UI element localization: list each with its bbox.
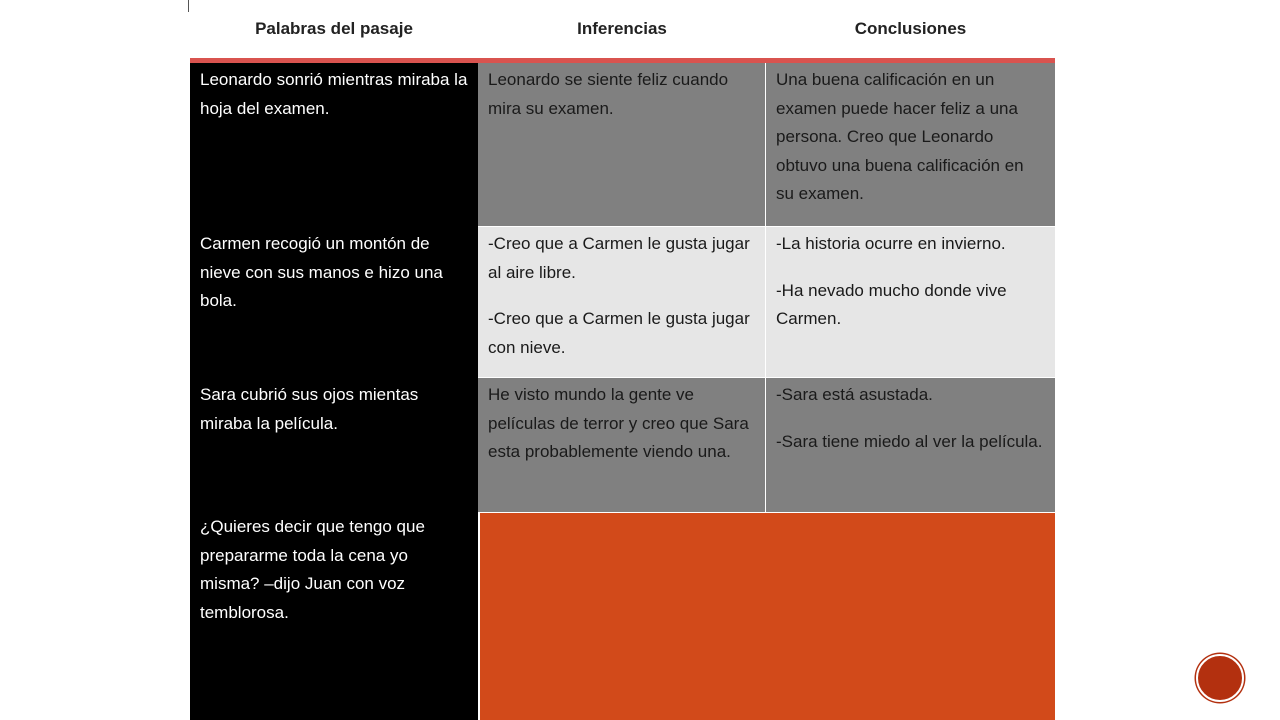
- header-conclusions: Conclusiones: [854, 19, 967, 38]
- header-passage: Palabras del pasaje: [255, 19, 413, 38]
- row1-conclusions: Una buena calificación en un examen puede hacer feliz a una persona. Creo que Leonardo obtuvo una buena calificación en su examen.: [766, 63, 1055, 227]
- row4-answer-block: [480, 513, 1055, 720]
- row3-inferences: He visto mundo la gente ve películas de terror y creo que Sara esta probablemente viendo una.: [478, 378, 766, 513]
- row2-conclusions: -La historia ocurre en invierno. -Ha nevado mucho donde vive Carmen.: [766, 227, 1055, 378]
- row2-passage: Carmen recogió un montón de nieve con sus manos e hizo una bola.: [190, 227, 478, 378]
- row1-passage: Leonardo sonrió mientras miraba la hoja del examen.: [190, 63, 478, 227]
- row4-passage: ¿Quieres decir que tengo que prepararme toda la cena yo misma? –dijo Juan con voz temblorosa.: [190, 513, 478, 720]
- inference-table: [190, 0, 1055, 720]
- row1-inferences: Leonardo se siente feliz cuando mira su examen.: [478, 63, 766, 227]
- header-inferences: Inferencias: [577, 19, 667, 38]
- slide-edge-tick: [188, 0, 189, 12]
- circle-nav-icon[interactable]: [1196, 654, 1244, 702]
- row2-inferences: -Creo que a Carmen le gusta jugar al aire libre. -Creo que a Carmen le gusta jugar con nieve.: [478, 227, 766, 378]
- row3-conclusions: -Sara está asustada. -Sara tiene miedo al ver la película.: [766, 378, 1055, 513]
- row3-passage: Sara cubrió sus ojos mientas miraba la película.: [190, 378, 478, 513]
